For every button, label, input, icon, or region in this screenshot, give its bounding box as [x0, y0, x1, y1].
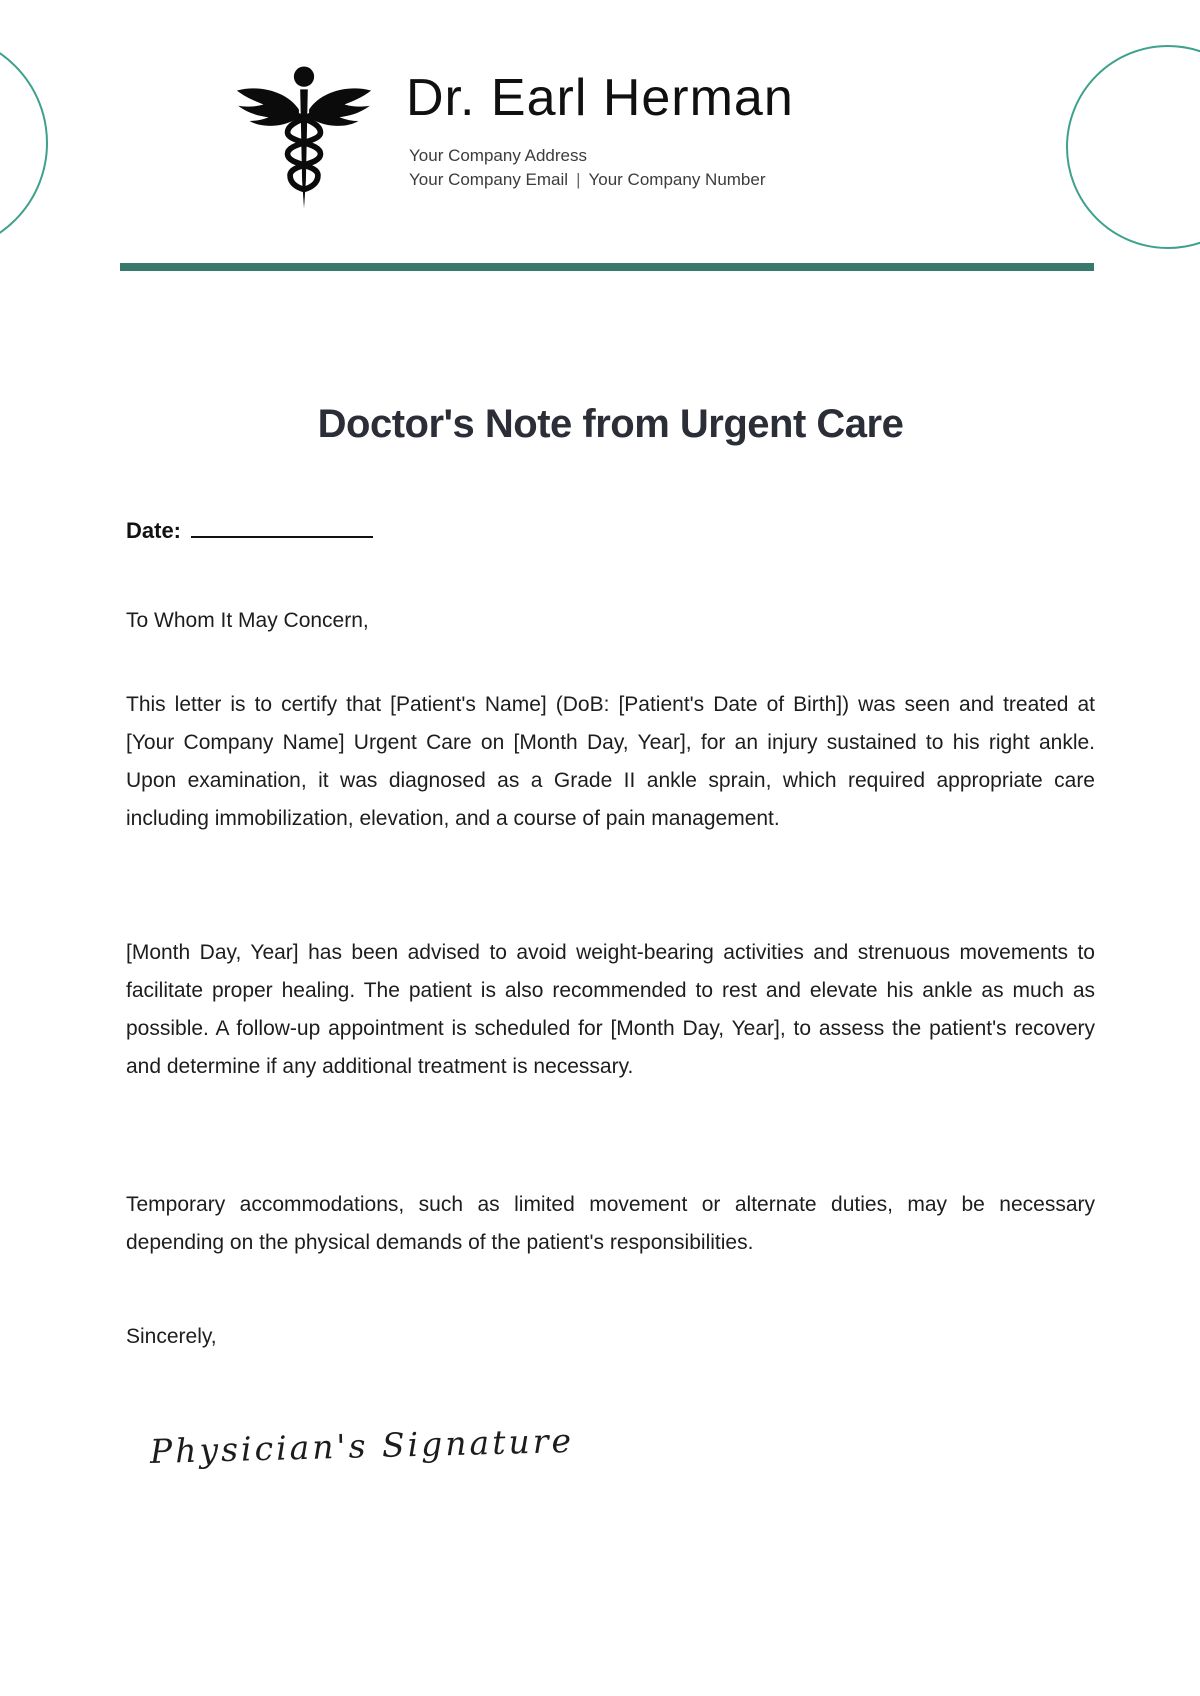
doctor-name: Dr. Earl Herman — [406, 69, 794, 127]
salutation: To Whom It May Concern, — [126, 609, 369, 632]
contact-row — [409, 168, 766, 192]
contact-block — [409, 144, 766, 192]
header-divider — [120, 263, 1094, 271]
date-row — [126, 514, 373, 544]
company-phone: Your Company Number — [588, 170, 766, 189]
date-label: Date: — [126, 518, 182, 543]
physician-signature: Physician's Signature — [149, 1420, 575, 1471]
contact-separator: | — [576, 170, 581, 189]
document-title: Doctor's Note from Urgent Care — [317, 402, 904, 446]
decorative-circle-left — [0, 33, 48, 253]
decorative-circle-right — [1066, 45, 1200, 249]
caduceus-icon — [233, 64, 375, 216]
company-email: Your Company Email — [409, 170, 569, 189]
paragraph-certification: This letter is to certify that [Patient's Name] (DoB: [Patient's Date of Birth]) was seen and treated at [Your Company Name] Urgent Care on [Month Day, Year], for an injury sustained to his right ankle. Upon examination, it was diagnosed as a Grade II ankle sprain, which required appropriate care including immobilization, elevation, and a course of pain management. — [126, 693, 1095, 830]
closing: Sincerely, — [126, 1325, 217, 1348]
paragraph-accommodations: Temporary accommodations, such as limited movement or alternate duties, may be necessary depending on the physical demands of the patient's responsibilities. — [126, 1193, 1095, 1254]
company-address: Your Company Address — [409, 146, 587, 165]
date-blank-line — [191, 514, 373, 538]
paragraph-advice: [Month Day, Year] has been advised to avoid weight-bearing activities and strenuous movements to facilitate proper healing. The patient is also recommended to rest and elevate his ankle as much as possible. A follow-up appointment is scheduled for [Month Day, Year], to assess the patient's recovery and determine if any additional treatment is necessary. — [126, 941, 1095, 1078]
